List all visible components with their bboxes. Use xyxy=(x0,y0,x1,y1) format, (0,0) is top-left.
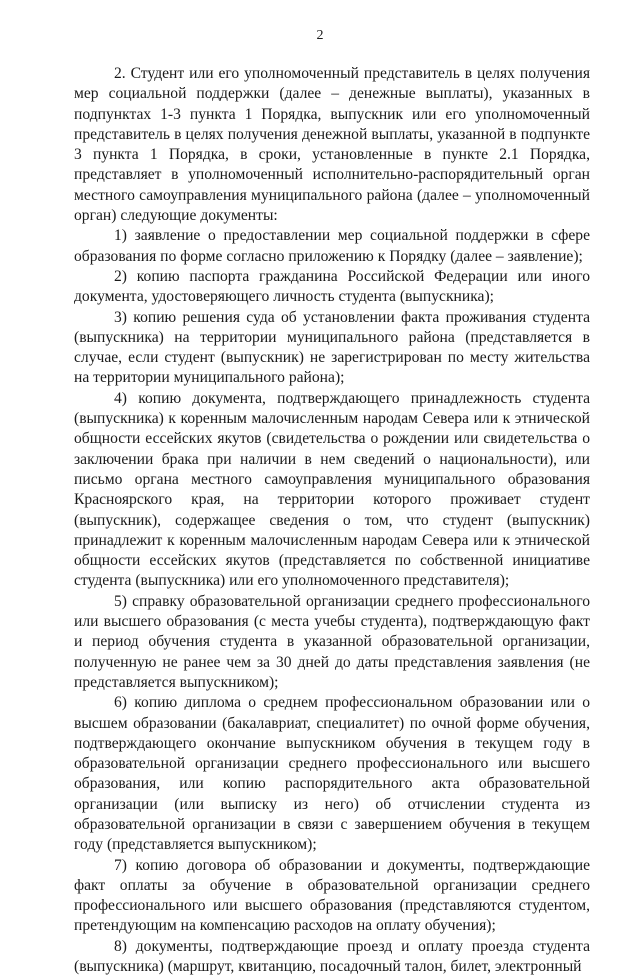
paragraph-intro: 2. Студент или его уполномоченный представитель в целях получения мер социальной поддержки (далее – денежные выплаты), указанных в подпунктах 1-3 пункта 1 Порядка, выпускник или его уполномоченный представитель в целях получения денежной выплаты, указанной в подпункте 3 пункта 1 Порядка, в сроки, установленные в пункте 2.1 Порядка, представляет в уполномоченный исполнительно-распорядительный орган местного самоуправления муниципального района (далее – уполномоченный орган) следующие документы: xyxy=(74,65,590,225)
list-item-1: 1) заявление о предоставлении мер социальной поддержки в сфере образования по форме согласно приложению к Порядку (далее – заявление); xyxy=(74,227,590,265)
list-item-4: 4) копию документа, подтверждающего принадлежность студента (выпускника) к коренным малочисленным народам Севера или к этнической общности ессейских якутов (свидетельства о рождении или свидетельства о заключении брака при наличии в нем сведений о национальности), или письмо органа местного самоуправления муниципального образования Красноярского края, на территории которого проживает студент (выпускник), содержащее сведения о том, что студент (выпускник) принадлежит к коренным малочисленным народам Севера или к этнической общности ессейских якутов (представляется по собственной инициативе студента (выпускника) или его уполномоченного представителя); xyxy=(74,389,590,590)
list-item-3: 3) копию решения суда об установлении факта проживания студента (выпускника) на территории муниципального района (представляется в случае, если студент (выпускник) не зарегистрирован по месту жительства на территории муниципального района); xyxy=(74,308,590,387)
list-item-2: 2) копию паспорта гражданина Российской Федерации или иного документа, удостоверяющего личность студента (выпускника); xyxy=(74,267,590,306)
list-item-5: 5) справку образовательной организации среднего профессионального или высшего образования (с места учебы студента), подтверждающую факт и период обучения студента в указанной образовательной организации, полученную не ранее чем за 30 дней до даты представления заявления (не представляется выпускником); xyxy=(74,592,590,691)
list-item-8: 8) документы, подтверждающие проезд и оплату проезда студента (выпускника) (маршрут, квитанцию, посадочный талон, билет, электронный xyxy=(74,937,590,976)
list-item-6: 6) копию диплома о среднем профессиональном образовании или о высшем образовании (бакалавриат, специалитет) по очной форме обучения, подтверждающего окончание выпускником обучения в текущем году в образовательной организации среднего профессионального или высшего образования, или копию распорядительного акта образовательной организации (или выписку из него) об отчислении студента из образовательной организации в связи с завершением обучения в текущем году (представляется выпускником); xyxy=(74,694,590,854)
page-number: 2 xyxy=(316,28,324,43)
list-item-7: 7) копию договора об образовании и документы, подтверждающие факт оплаты за обучение в образовательной организации среднего профессионального или высшего образования (представляются студентом, претендующим на компенсацию расходов на оплату обучения); xyxy=(74,856,590,935)
document-body xyxy=(74,64,590,977)
